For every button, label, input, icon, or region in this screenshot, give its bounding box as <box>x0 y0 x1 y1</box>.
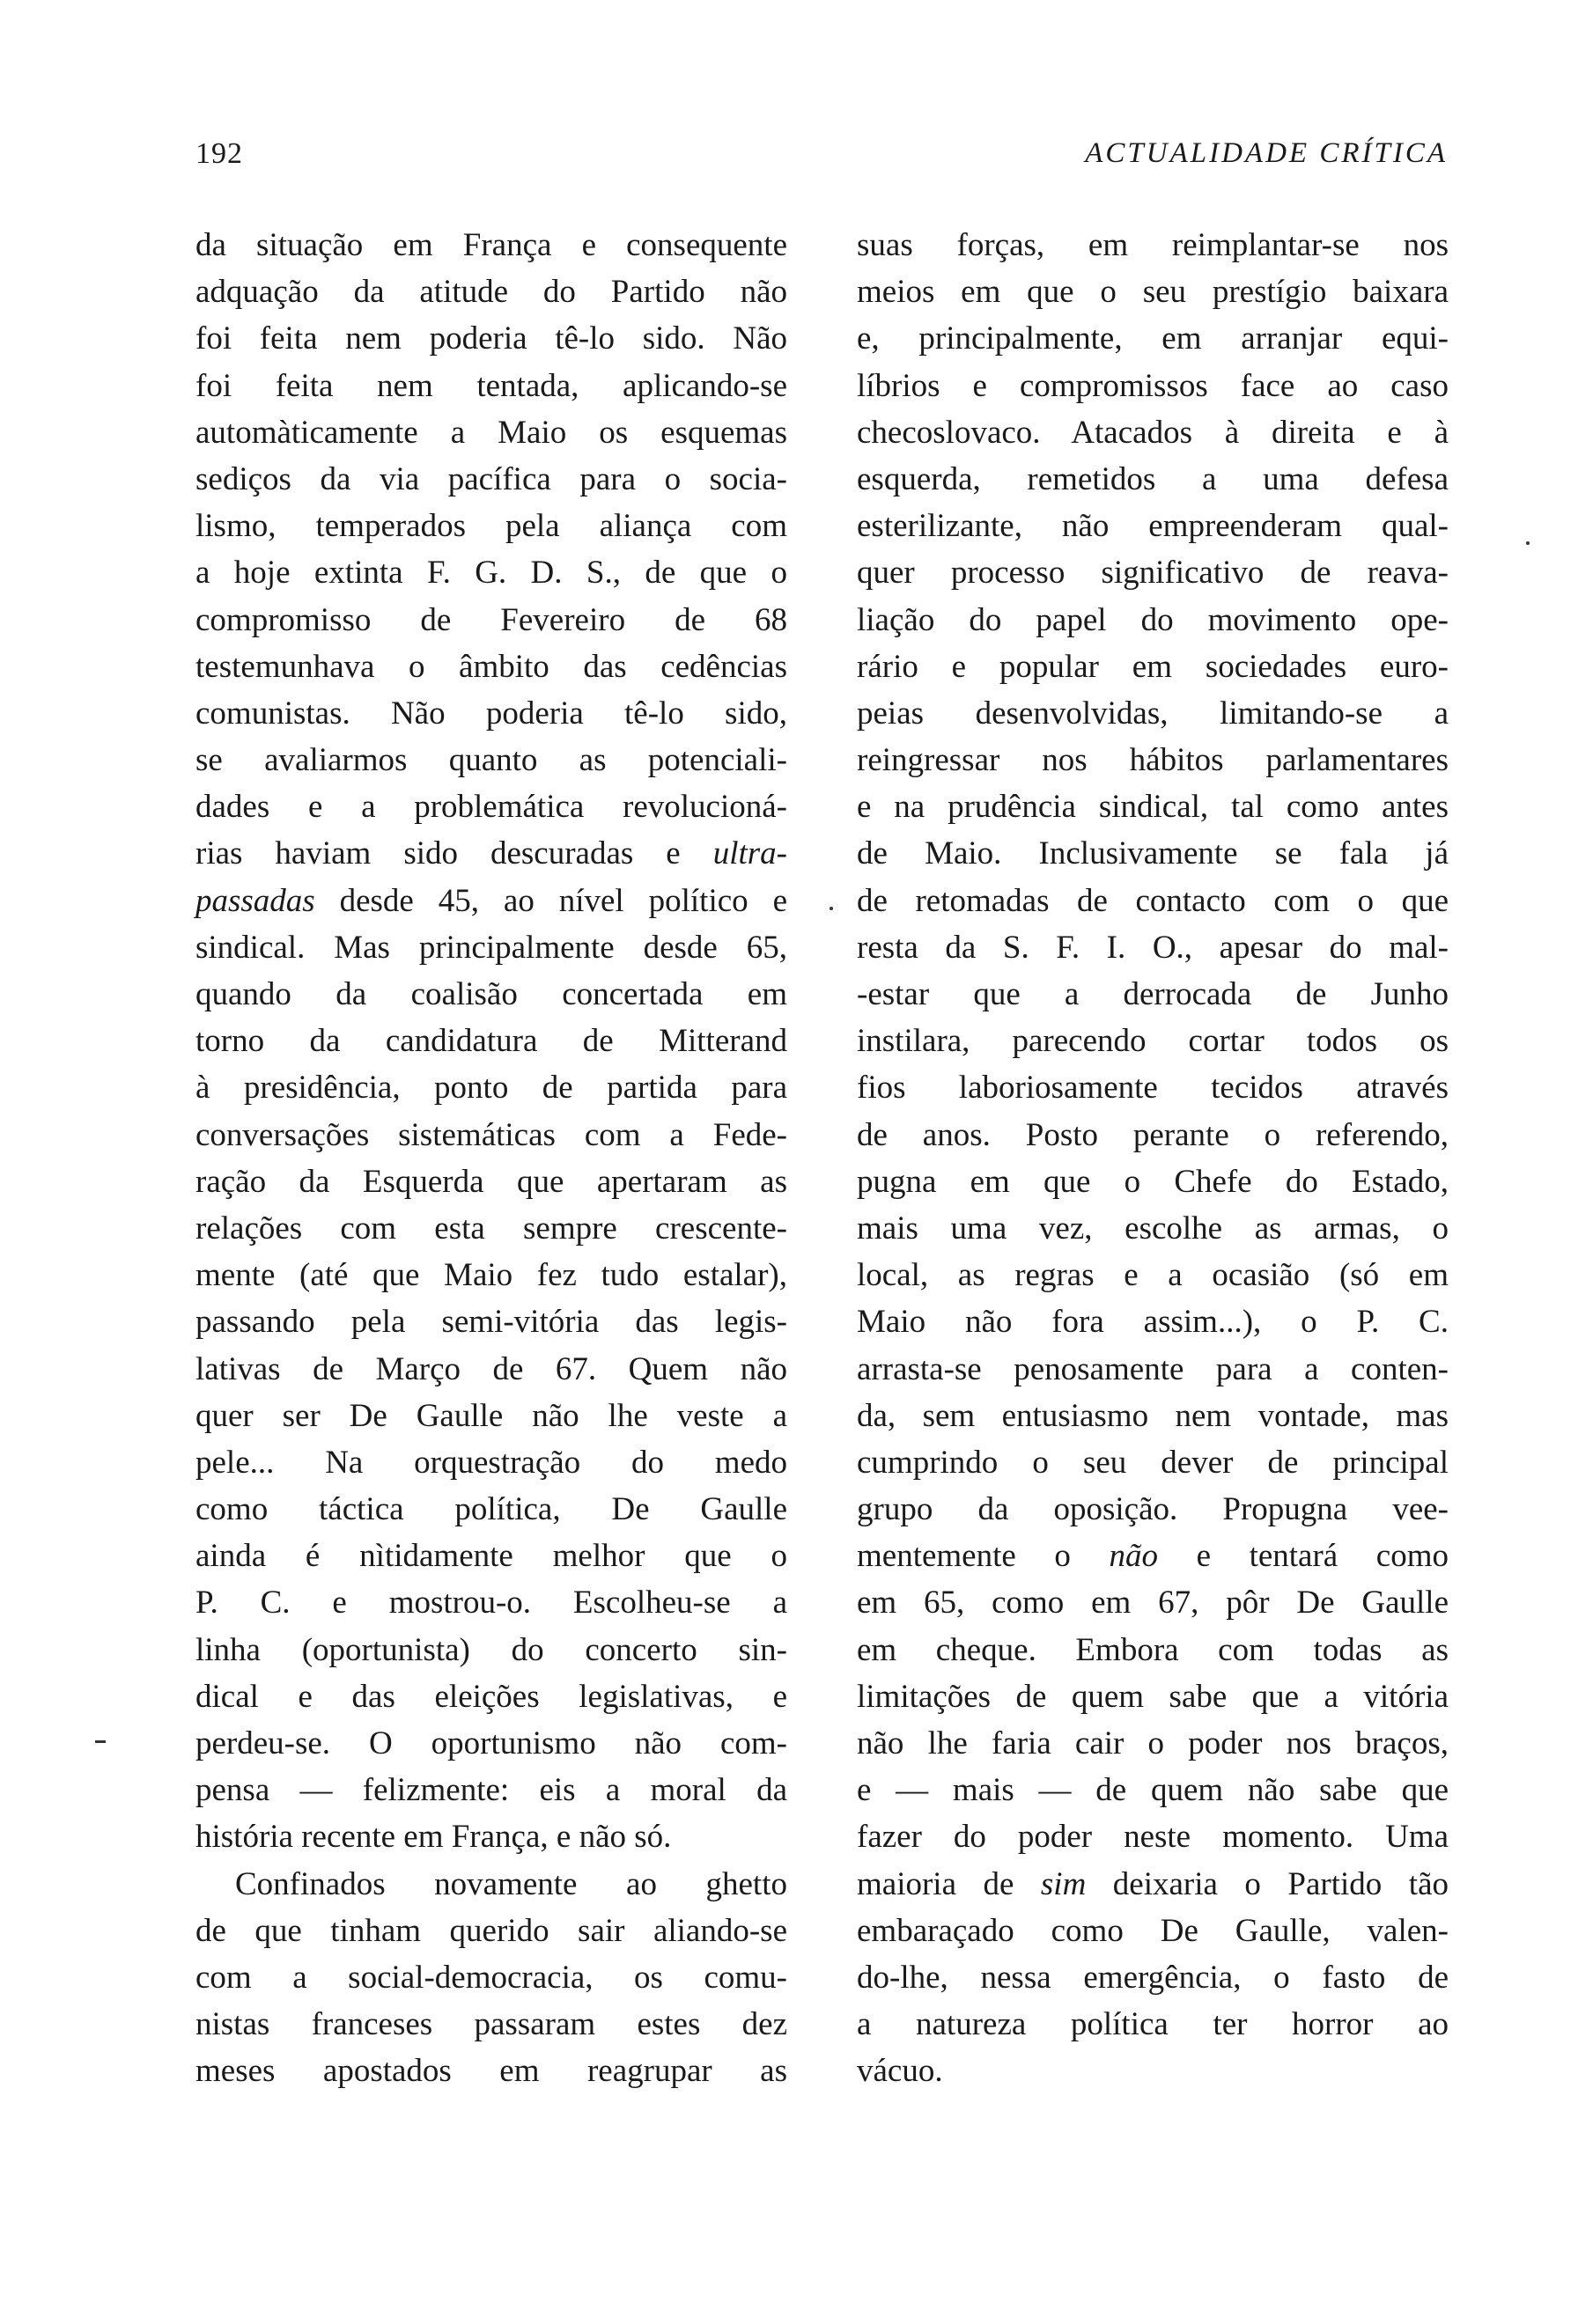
text-line: P. C. e mostrou-o. Escolheu-se a <box>195 1585 787 1622</box>
text-line: meses apostados em reagrupar as <box>195 2053 787 2090</box>
text-line: e, principalmente, em arranjar equi- <box>857 320 1449 357</box>
text-line: torno da candidatura de Mitterand <box>195 1023 787 1060</box>
text-line: nistas franceses passaram estes dez <box>195 2006 787 2043</box>
text-line: pugna em que o Chefe do Estado, <box>857 1163 1449 1200</box>
text-line: ainda é nìtidamente melhor que o <box>195 1538 787 1575</box>
text-line: rário e popular em sociedades euro- <box>857 648 1449 685</box>
text-line: fios laboriosamente tecidos através <box>857 1070 1449 1107</box>
text-segment: mentemente o <box>857 1538 1110 1575</box>
text-line: compromisso de Fevereiro de 68 <box>195 601 787 638</box>
text-line: à presidência, ponto de partida para <box>195 1070 787 1107</box>
text-line: do-lhe, nessa emergência, o fasto de <box>857 1959 1449 1996</box>
text-line: vácuo. <box>857 2053 943 2090</box>
text-line: ração da Esquerda que apertaram as <box>195 1163 787 1200</box>
text-line: de Maio. Inclusivamente se fala já <box>857 835 1449 872</box>
text-line: -estar que a derrocada de Junho <box>857 976 1449 1012</box>
text-line: sindical. Mas principalmente desde 65, <box>195 929 787 966</box>
text-line: história recente em França, e não só. <box>195 1819 672 1856</box>
text-line: relações com esta sempre crescente- <box>195 1210 787 1247</box>
text-line <box>195 830 787 877</box>
text-line: em 65, como em 67, pôr De Gaulle <box>857 1585 1449 1622</box>
text-line: foi feita nem tentada, aplicando-se <box>195 367 787 404</box>
text-line: passando pela semi-vitória das legis- <box>195 1304 787 1341</box>
text-line: Confinados novamente ao ghetto <box>235 1865 787 1902</box>
text-line: testemunhava o âmbito das cedências <box>195 648 787 685</box>
text-line: embaraçado como De Gaulle, valen- <box>857 1912 1449 1949</box>
page-number: 192 <box>195 137 243 170</box>
text-line: fazer do poder neste momento. Uma <box>857 1819 1449 1856</box>
text-line: dades e a problemática revolucioná- <box>195 789 787 826</box>
text-line: esquerda, remetidos a uma defesa <box>857 460 1449 497</box>
text-line: a hoje extinta F. G. D. S., de que o <box>195 555 787 592</box>
text-line: suas forças, em reimplantar-se nos <box>857 227 1449 263</box>
text-line: sediços da via pacífica para o socia- <box>195 460 787 497</box>
text-line: perdeu-se. O oportunismo não com- <box>195 1725 787 1761</box>
text-line: adquação da atitude do Partido não <box>195 274 787 311</box>
margin-dot-mark <box>1526 541 1530 545</box>
italic-text: passadas <box>195 882 315 919</box>
text-line: automàticamente a Maio os esquemas <box>195 414 787 451</box>
text-segment: rias haviam sido descuradas e <box>195 835 713 872</box>
text-line <box>857 1861 1449 1908</box>
text-line: cumprindo o seu dever de principal <box>857 1444 1449 1481</box>
running-head: ACTUALIDADE CRÍTICA <box>1085 137 1448 169</box>
text-line: e na prudência sindical, tal como antes <box>857 789 1449 826</box>
margin-dash-mark <box>95 1740 106 1743</box>
text-line: da, sem entusiasmo nem vontade, mas <box>857 1397 1449 1434</box>
text-line: checoslovaco. Atacados à direita e à <box>857 414 1449 451</box>
text-line: se avaliarmos quanto as potenciali- <box>195 742 787 779</box>
text-line: reingressar nos hábitos parlamentares <box>857 742 1449 779</box>
text-line: líbrios e compromissos face ao caso <box>857 367 1449 404</box>
text-line: lismo, temperados pela aliança com <box>195 508 787 545</box>
text-line: Maio não fora assim...), o P. C. <box>857 1304 1449 1341</box>
text-line: comunistas. Não poderia tê-lo sido, <box>195 695 787 732</box>
text-line: não lhe faria cair o poder nos braços, <box>857 1725 1449 1761</box>
text-line: de anos. Posto perante o referendo, <box>857 1116 1449 1153</box>
text-line: grupo da oposição. Propugna vee- <box>857 1491 1449 1528</box>
text-line: lativas de Março de 67. Quem não <box>195 1350 787 1387</box>
text-line: em cheque. Embora com todas as <box>857 1631 1449 1668</box>
text-line: quer processo significativo de reava- <box>857 555 1449 592</box>
italic-text: ultra- <box>712 835 787 872</box>
italic-text: sim <box>1040 1865 1087 1902</box>
text-line: da situação em França e consequente <box>195 227 787 263</box>
text-line: de que tinham querido sair aliando-se <box>195 1912 787 1949</box>
text-line <box>857 1533 1449 1579</box>
text-line: local, as regras e a ocasião (só em <box>857 1257 1449 1294</box>
text-line: e — mais — de quem não sabe que <box>857 1772 1449 1809</box>
right-text-column <box>857 222 1449 2095</box>
text-line: conversações sistemáticas com a Fede- <box>195 1116 787 1153</box>
text-line: quando da coalisão concertada em <box>195 976 787 1012</box>
text-line: arrasta-se penosamente para a conten- <box>857 1350 1449 1387</box>
text-line: linha (oportunista) do concerto sin- <box>195 1631 787 1668</box>
text-line: esterilizante, não empreenderam qual- <box>857 508 1449 545</box>
text-line: limitações de quem sabe que a vitória <box>857 1678 1449 1715</box>
margin-dot-mark <box>830 907 833 910</box>
text-segment: deixaria o Partido tão <box>1086 1865 1449 1902</box>
text-line: mais uma vez, escolhe as armas, o <box>857 1210 1449 1247</box>
italic-text: não <box>1109 1538 1158 1575</box>
text-segment: e tentará como <box>1157 1538 1449 1575</box>
text-line: quer ser De Gaulle não lhe veste a <box>195 1397 787 1434</box>
text-line: de retomadas de contacto com o que <box>857 882 1449 919</box>
text-line: mente (até que Maio fez tudo estalar), <box>195 1257 787 1294</box>
text-line: foi feita nem poderia tê-lo sido. Não <box>195 320 787 357</box>
text-line: pele... Na orquestração do medo <box>195 1444 787 1481</box>
text-line: dical e das eleições legislativas, e <box>195 1678 787 1715</box>
text-line: a natureza política ter horror ao <box>857 2006 1449 2043</box>
text-line: liação do papel do movimento ope- <box>857 601 1449 638</box>
text-line <box>195 878 787 924</box>
text-segment: desde 45, ao nível político e <box>314 882 787 919</box>
text-line: como táctica política, De Gaulle <box>195 1491 787 1528</box>
text-line: meios em que o seu prestígio baixara <box>857 274 1449 311</box>
left-text-column <box>195 222 787 2095</box>
text-line: resta da S. F. I. O., apesar do mal- <box>857 929 1449 966</box>
text-line: peias desenvolvidas, limitando-se a <box>857 695 1449 732</box>
text-line: instilara, parecendo cortar todos os <box>857 1023 1449 1060</box>
text-segment: maioria de <box>857 1865 1041 1902</box>
text-line: com a social-democracia, os comu- <box>195 1959 787 1996</box>
text-line: pensa — felizmente: eis a moral da <box>195 1772 787 1809</box>
